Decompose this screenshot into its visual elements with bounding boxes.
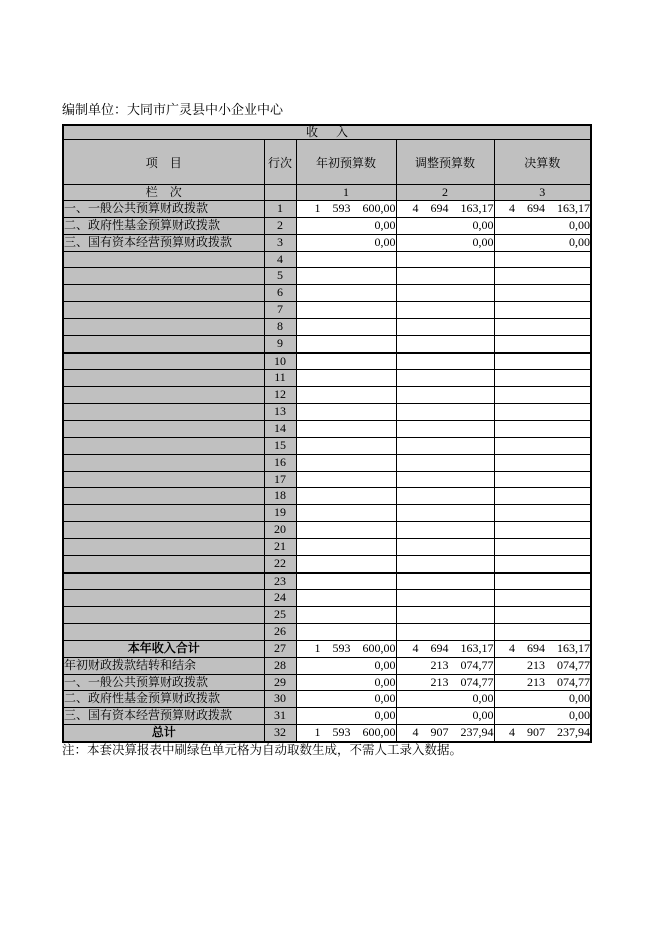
row-number-cell: 20 <box>264 522 296 539</box>
item-cell: 一、一般公共预算财政拨款 <box>63 201 264 218</box>
adjusted-budget-cell: 4 907 237,94 <box>396 725 494 742</box>
item-cell <box>63 471 264 488</box>
final-accounts-cell: 4 907 237,94 <box>494 725 591 742</box>
table-row <box>63 353 591 370</box>
adjusted-budget-cell <box>396 335 494 352</box>
table-row <box>63 318 591 335</box>
item-cell <box>63 573 264 590</box>
final-accounts-cell <box>494 471 591 488</box>
final-accounts-cell: 0,00 <box>494 234 591 251</box>
item-cell: 一、一般公共预算财政拨款 <box>63 674 264 691</box>
adjusted-budget-cell <box>396 318 494 335</box>
row-number-cell: 6 <box>264 285 296 302</box>
row-number-cell: 14 <box>264 420 296 437</box>
adjusted-budget-cell <box>396 505 494 522</box>
column-index-3: 3 <box>494 185 591 201</box>
table-row <box>63 302 591 319</box>
item-cell: 年初财政拨款结转和结余 <box>63 657 264 674</box>
item-cell <box>63 251 264 268</box>
table-row <box>63 691 591 708</box>
adjusted-budget-cell <box>396 488 494 505</box>
column-header-adjusted-budget: 调整预算数 <box>396 140 494 185</box>
table-row <box>63 335 591 352</box>
table-row <box>63 387 591 404</box>
footnote: 注：本套决算报表中刷绿色单元格为自动取数生成，不需人工录入数据。 <box>62 743 463 757</box>
initial-budget-cell <box>296 538 396 555</box>
table-row <box>63 404 591 421</box>
table-row <box>63 725 591 742</box>
adjusted-budget-cell: 213 074,77 <box>396 657 494 674</box>
column-index-row <box>63 185 591 201</box>
table-title-row <box>63 125 591 140</box>
initial-budget-cell <box>296 387 396 404</box>
final-accounts-cell: 4 694 163,17 <box>494 640 591 657</box>
initial-budget-cell <box>296 590 396 607</box>
table-row <box>63 268 591 285</box>
final-accounts-cell <box>494 251 591 268</box>
item-cell <box>63 522 264 539</box>
initial-budget-cell <box>296 318 396 335</box>
column-index-1: 1 <box>296 185 396 201</box>
row-number-cell: 11 <box>264 370 296 387</box>
final-accounts-cell <box>494 538 591 555</box>
table-row <box>63 624 591 641</box>
table-body <box>63 201 591 743</box>
initial-budget-cell <box>296 353 396 370</box>
adjusted-budget-cell: 0,00 <box>396 234 494 251</box>
final-accounts-cell <box>494 285 591 302</box>
initial-budget-cell <box>296 607 396 624</box>
final-accounts-cell: 213 074,77 <box>494 657 591 674</box>
column-index-blank <box>264 185 296 201</box>
row-number-cell: 12 <box>264 387 296 404</box>
column-index-2: 2 <box>396 185 494 201</box>
initial-budget-cell <box>296 370 396 387</box>
row-number-cell: 3 <box>264 234 296 251</box>
table-title: 收 入 <box>63 125 591 140</box>
table-row <box>63 488 591 505</box>
row-number-cell: 2 <box>264 217 296 234</box>
row-number-cell: 28 <box>264 657 296 674</box>
adjusted-budget-cell <box>396 590 494 607</box>
adjusted-budget-cell <box>396 285 494 302</box>
item-cell: 本年收入合计 <box>63 640 264 657</box>
initial-budget-cell <box>296 420 396 437</box>
initial-budget-cell <box>296 624 396 641</box>
adjusted-budget-cell <box>396 624 494 641</box>
initial-budget-cell <box>296 505 396 522</box>
table-row <box>63 285 591 302</box>
initial-budget-cell <box>296 285 396 302</box>
adjusted-budget-cell <box>396 522 494 539</box>
income-table <box>62 124 592 743</box>
row-number-cell: 8 <box>264 318 296 335</box>
final-accounts-cell: 4 694 163,17 <box>494 201 591 218</box>
table-row <box>63 234 591 251</box>
initial-budget-cell <box>296 471 396 488</box>
item-cell <box>63 505 264 522</box>
table-row <box>63 573 591 590</box>
row-number-cell: 25 <box>264 607 296 624</box>
item-cell <box>63 268 264 285</box>
final-accounts-cell <box>494 387 591 404</box>
final-accounts-cell <box>494 420 591 437</box>
table-row <box>63 657 591 674</box>
initial-budget-cell: 0,00 <box>296 708 396 725</box>
table-row <box>63 555 591 572</box>
final-accounts-cell <box>494 522 591 539</box>
initial-budget-cell <box>296 454 396 471</box>
adjusted-budget-cell <box>396 353 494 370</box>
final-accounts-cell <box>494 335 591 352</box>
final-accounts-cell: 0,00 <box>494 691 591 708</box>
item-cell <box>63 555 264 572</box>
row-number-cell: 18 <box>264 488 296 505</box>
item-cell <box>63 454 264 471</box>
column-header-final-accounts: 决算数 <box>494 140 591 185</box>
adjusted-budget-cell: 4 694 163,17 <box>396 640 494 657</box>
adjusted-budget-cell <box>396 454 494 471</box>
adjusted-budget-cell <box>396 420 494 437</box>
adjusted-budget-cell <box>396 404 494 421</box>
initial-budget-cell: 0,00 <box>296 217 396 234</box>
initial-budget-cell <box>296 404 396 421</box>
initial-budget-cell <box>296 335 396 352</box>
adjusted-budget-cell <box>396 437 494 454</box>
final-accounts-cell <box>494 404 591 421</box>
item-cell <box>63 404 264 421</box>
table-row <box>63 607 591 624</box>
initial-budget-cell: 1 593 600,00 <box>296 201 396 218</box>
row-number-cell: 7 <box>264 302 296 319</box>
final-accounts-cell <box>494 302 591 319</box>
item-cell <box>63 353 264 370</box>
row-number-cell: 30 <box>264 691 296 708</box>
final-accounts-cell <box>494 437 591 454</box>
item-cell: 三、国有资本经营预算财政拨款 <box>63 234 264 251</box>
final-accounts-cell: 0,00 <box>494 708 591 725</box>
column-header-item: 项 目 <box>63 140 264 185</box>
item-cell <box>63 387 264 404</box>
adjusted-budget-cell <box>396 573 494 590</box>
item-cell <box>63 302 264 319</box>
row-number-cell: 10 <box>264 353 296 370</box>
item-cell: 二、政府性基金预算财政拨款 <box>63 691 264 708</box>
row-number-cell: 5 <box>264 268 296 285</box>
item-cell: 二、政府性基金预算财政拨款 <box>63 217 264 234</box>
row-number-cell: 13 <box>264 404 296 421</box>
adjusted-budget-cell <box>396 302 494 319</box>
initial-budget-cell: 1 593 600,00 <box>296 640 396 657</box>
final-accounts-cell <box>494 488 591 505</box>
adjusted-budget-cell: 4 694 163,17 <box>396 201 494 218</box>
adjusted-budget-cell <box>396 538 494 555</box>
item-cell <box>63 624 264 641</box>
item-cell <box>63 488 264 505</box>
adjusted-budget-cell <box>396 607 494 624</box>
final-accounts-cell <box>494 454 591 471</box>
table-row <box>63 420 591 437</box>
final-accounts-cell <box>494 268 591 285</box>
row-number-cell: 23 <box>264 573 296 590</box>
item-cell <box>63 285 264 302</box>
final-accounts-cell: 213 074,77 <box>494 674 591 691</box>
adjusted-budget-cell: 0,00 <box>396 691 494 708</box>
final-accounts-cell <box>494 505 591 522</box>
initial-budget-cell <box>296 555 396 572</box>
final-accounts-cell <box>494 370 591 387</box>
item-cell <box>63 590 264 607</box>
table-row <box>63 708 591 725</box>
table-row <box>63 640 591 657</box>
adjusted-budget-cell <box>396 370 494 387</box>
final-accounts-cell <box>494 590 591 607</box>
item-cell <box>63 318 264 335</box>
initial-budget-cell <box>296 522 396 539</box>
initial-budget-cell: 0,00 <box>296 691 396 708</box>
initial-budget-cell <box>296 437 396 454</box>
final-accounts-cell: 0,00 <box>494 217 591 234</box>
item-cell <box>63 335 264 352</box>
row-number-cell: 29 <box>264 674 296 691</box>
final-accounts-cell <box>494 573 591 590</box>
item-cell <box>63 437 264 454</box>
table-row <box>63 217 591 234</box>
adjusted-budget-cell <box>396 387 494 404</box>
row-number-cell: 31 <box>264 708 296 725</box>
initial-budget-cell <box>296 302 396 319</box>
table-row <box>63 471 591 488</box>
table-row <box>63 590 591 607</box>
row-number-cell: 21 <box>264 538 296 555</box>
compiling-unit-label: 编制单位：大同市广灵县中小企业中心 <box>62 102 284 117</box>
item-cell <box>63 538 264 555</box>
final-accounts-cell <box>494 624 591 641</box>
adjusted-budget-cell <box>396 268 494 285</box>
adjusted-budget-cell <box>396 471 494 488</box>
table-row <box>63 522 591 539</box>
initial-budget-cell <box>296 268 396 285</box>
table-row <box>63 505 591 522</box>
row-number-cell: 32 <box>264 725 296 742</box>
row-number-cell: 15 <box>264 437 296 454</box>
row-number-cell: 19 <box>264 505 296 522</box>
table-row <box>63 437 591 454</box>
item-cell <box>63 420 264 437</box>
adjusted-budget-cell: 213 074,77 <box>396 674 494 691</box>
initial-budget-cell: 0,00 <box>296 234 396 251</box>
item-cell <box>63 370 264 387</box>
item-cell <box>63 607 264 624</box>
initial-budget-cell: 0,00 <box>296 657 396 674</box>
table-row <box>63 370 591 387</box>
final-accounts-cell <box>494 555 591 572</box>
adjusted-budget-cell: 0,00 <box>396 217 494 234</box>
adjusted-budget-cell <box>396 251 494 268</box>
row-number-cell: 4 <box>264 251 296 268</box>
final-accounts-cell <box>494 318 591 335</box>
row-number-cell: 1 <box>264 201 296 218</box>
adjusted-budget-cell: 0,00 <box>396 708 494 725</box>
initial-budget-cell <box>296 488 396 505</box>
row-number-cell: 16 <box>264 454 296 471</box>
column-index-label: 栏 次 <box>63 185 264 201</box>
initial-budget-cell: 1 593 600,00 <box>296 725 396 742</box>
final-accounts-cell <box>494 353 591 370</box>
row-number-cell: 27 <box>264 640 296 657</box>
row-number-cell: 17 <box>264 471 296 488</box>
final-accounts-cell <box>494 607 591 624</box>
row-number-cell: 24 <box>264 590 296 607</box>
initial-budget-cell <box>296 573 396 590</box>
column-header-initial-budget: 年初预算数 <box>296 140 396 185</box>
adjusted-budget-cell <box>396 555 494 572</box>
row-number-cell: 9 <box>264 335 296 352</box>
table-row <box>63 674 591 691</box>
table-header-row <box>63 140 591 185</box>
initial-budget-cell <box>296 251 396 268</box>
table-row <box>63 201 591 218</box>
initial-budget-cell: 0,00 <box>296 674 396 691</box>
item-cell: 总计 <box>63 725 264 742</box>
table-row <box>63 251 591 268</box>
item-cell: 三、国有资本经营预算财政拨款 <box>63 708 264 725</box>
row-number-cell: 26 <box>264 624 296 641</box>
column-header-row-number: 行次 <box>264 140 296 185</box>
table-row <box>63 538 591 555</box>
table-row <box>63 454 591 471</box>
row-number-cell: 22 <box>264 555 296 572</box>
